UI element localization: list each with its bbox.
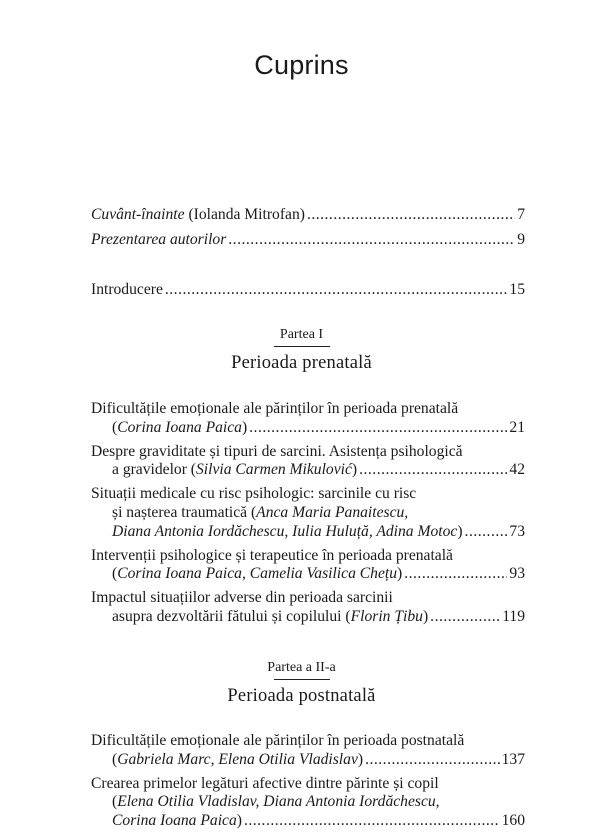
page-number: 93 [509,565,525,583]
author-names: Diana Antonia Iordăchescu, Iulia Huluță, Adina Motoc [112,522,458,540]
page-number: 160 [501,811,525,829]
entry-text [112,793,440,812]
dot-leader [359,461,507,480]
entry-title-text: Impactul situațiilor adverse din perioada sarcinii [91,589,393,607]
toc-entry-line [91,461,525,480]
author-names: Florin Țibu [350,607,423,625]
dot-leader [228,231,515,250]
page-number: 7 [517,206,525,223]
page-number: 119 [502,607,525,625]
author-names: Silvia Carmen Mikulović [196,461,352,479]
entry-text [91,231,226,250]
entry-title-text: ) [236,811,242,829]
entry-title-text: ) [357,750,364,768]
entry-text [91,547,453,566]
entry-text [91,281,163,300]
entry-title-text: ) [351,461,358,479]
dot-leader [365,751,500,770]
toc-entry-line [91,206,525,225]
part-2-header [0,660,603,707]
author-names: Elena Otilia Vladislav, Diana Antonia Iordăchescu, [117,793,440,811]
toc-entry[interactable] [91,589,525,626]
page-number: 42 [509,461,525,479]
part-1-entries [91,400,525,632]
page-title: Cuprins [254,50,349,80]
entry-title-text: Crearea primelor legături afective dintre părinte și copil [91,774,439,792]
entry-text [112,565,402,584]
entry-text [112,523,463,542]
toc-entry-line [91,547,525,566]
entry-title-text: ( [112,418,118,436]
entry-text [112,608,428,627]
entry-title-text: Introducere [91,281,163,298]
toc-entry[interactable] [91,485,525,541]
entry-title-text: Dificultățile emoționale ale părinților în perioada prenatală [91,400,459,417]
entry-title-text: Despre graviditate și tipuri de sarcini. Asistența psihologică [91,442,463,460]
entry-text [91,400,458,419]
toc-entry[interactable] [91,775,525,831]
front-matter-list [91,206,525,255]
author-names: Corina Ioana Paica [117,418,242,436]
entry-title-text: a gravidelor ( [112,461,196,479]
entry-text [112,812,242,831]
entry-title-text: ) [422,607,429,625]
toc-entry-line [91,281,525,300]
dot-leader [430,608,500,627]
author-names: Corina Ioana Paica [112,811,237,829]
part-1-header [0,327,603,374]
entry-title-text: ( [112,750,118,768]
entry-text [91,732,464,751]
entry-title-text: ) [241,418,248,436]
author-names: Anca Maria Panaitescu, [256,503,409,521]
entry-text [91,589,393,608]
toc-entry-line [91,400,525,419]
entry-text [91,775,439,794]
entry-title-text: ) [397,565,403,583]
entry-title-text: asupra dezvoltării fătului și copilului ( [112,607,351,625]
page-number: 21 [509,418,525,436]
entry-title-text: ( [112,793,118,811]
entry-text [112,461,357,480]
toc-entry-line [91,565,525,584]
toc-entry-line [91,812,525,831]
entry-title-text: Dificultățile emoționale ale părinților în perioada postnatală [91,732,465,749]
entry-text [91,443,463,462]
introduction-list [91,281,525,306]
toc-entry[interactable] [91,443,525,480]
dot-leader [249,419,507,438]
part-title: Perioada postnatală [227,686,376,706]
entry-text [112,419,247,438]
dot-leader [165,281,508,300]
author-names: Corina Ioana Paica, Camelia Vasilica Chețu [117,565,398,583]
toc-entry-line [91,589,525,608]
page-number: 15 [509,281,525,298]
divider [274,346,330,347]
dot-leader [307,206,515,225]
toc-entry-line [91,231,525,250]
author-names: Prezentarea autorilor [91,230,227,248]
page-number: 137 [501,750,525,768]
toc-entry-line [91,443,525,462]
toc-entry-line [91,485,525,504]
entry-text [112,751,363,770]
entry-text [112,504,408,523]
part-label: Partea a II-a [267,660,336,675]
toc-entry[interactable] [91,206,525,225]
entry-text [91,206,305,225]
toc-entry-line [91,775,525,794]
entry-title-text: Intervenții psihologice și terapeutice în perioada prenatală [91,546,453,564]
toc-entry[interactable] [91,547,525,584]
part-title: Perioada prenatală [231,353,372,373]
toc-entry-line [91,608,525,627]
entry-title-text: și nașterea traumatică ( [112,503,257,521]
entry-title-text: Situații medicale cu risc psihologic: sarcinile cu risc [91,485,417,503]
part-2-entries [91,732,525,836]
toc-entry[interactable] [91,281,525,300]
toc-entry-line [91,504,525,523]
divider [274,679,330,680]
toc-entry-line [91,751,525,770]
dot-leader [465,523,508,542]
page-number: 73 [509,522,525,540]
entry-text [91,485,416,504]
toc-entry-line [91,419,525,438]
page-number: 9 [517,230,525,248]
toc-entry-line [91,732,525,751]
toc-entry-line [91,523,525,542]
entry-title-text: (Iolanda Mitrofan) [184,206,305,223]
toc-entry[interactable] [91,231,525,250]
dot-leader [244,812,500,831]
entry-title-text: ) [457,522,463,540]
author-names: Cuvânt-înainte [91,206,185,223]
author-names: Gabriela Marc, Elena Otilia Vladislav [117,750,358,768]
dot-leader [404,565,507,584]
toc-entry[interactable] [91,400,525,437]
entry-title-text: ( [112,565,118,583]
toc-entry-line [91,793,525,812]
part-label: Partea I [279,327,324,342]
toc-entry[interactable] [91,732,525,769]
